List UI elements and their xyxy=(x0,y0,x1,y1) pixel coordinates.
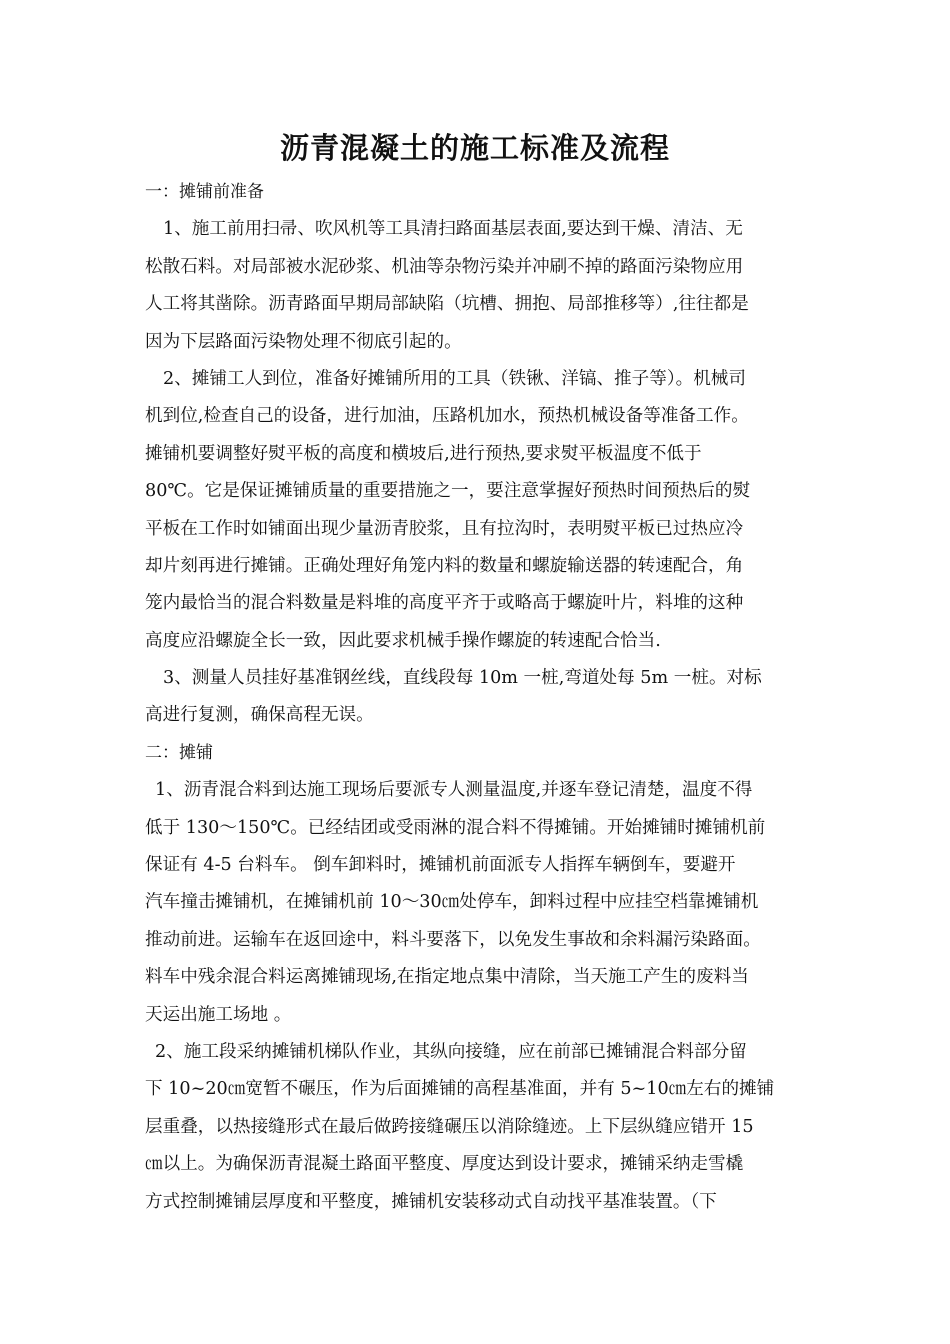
text-line: 平板在工作时如铺面出现少量沥青胶浆，且有拉沟时，表明熨平板已过热应冷 xyxy=(145,518,744,539)
text-line: 天运出施工场地 。 xyxy=(145,1004,292,1025)
text-line: 摊铺机要调整好熨平板的高度和横坡后,进行预热,要求熨平板温度不低于 xyxy=(145,443,702,464)
paragraph xyxy=(145,660,811,735)
text-line: 汽车撞击摊铺机，在摊铺机前 10～30㎝处停车，卸料过程中应挂空档靠摊铺机 xyxy=(145,892,759,913)
text-line: 方式控制摊铺层厚度和平整度，摊铺机安装移动式自动找平基准装置。（下 xyxy=(145,1191,717,1212)
text-line: 低于 130～150℃。已经结团或受雨淋的混合料不得摊铺。开始摊铺时摊铺机前 xyxy=(145,817,766,838)
text-line: 人工将其凿除。沥青路面早期局部缺陷（坑槽、拥抱、局部推移等）,往往都是 xyxy=(145,294,749,315)
text-line: 下 10~20㎝宽暂不碾压，作为后面摊铺的高程基准面，并有 5~10㎝左右的摊铺 xyxy=(145,1079,775,1100)
text-line: ㎝以上。为确保沥青混凝土路面平整度、厚度达到设计要求，摊铺采纳走雪橇 xyxy=(145,1154,744,1175)
paragraph xyxy=(145,1034,811,1221)
text-line: 笼内最恰当的混合料数量是料堆的高度平齐于或略高于螺旋叶片，料堆的这种 xyxy=(145,593,744,614)
document-title: 沥青混凝土的施工标准及流程 xyxy=(279,131,670,165)
text-line: 2、摊铺工人到位，准备好摊铺所用的工具（铁锹、洋镐、推子等）。机械司 xyxy=(163,368,746,389)
section-heading: 二：摊铺 xyxy=(145,742,213,763)
text-line: 3、测量人员挂好基准钢丝线，直线段每 10m 一桩,弯道处每 5m 一桩。对标 xyxy=(163,668,762,689)
text-line: 高进行复测，确保高程无误。 xyxy=(145,705,374,726)
text-line: 料车中残余混合料运离摊铺现场,在指定地点集中清除，当天施工产生的废料当 xyxy=(145,967,749,988)
paragraph xyxy=(145,211,811,361)
section-heading: 一：摊铺前准备 xyxy=(145,182,264,202)
text-line: 机到位,检查自己的设备，进行加油，压路机加水，预热机械设备等准备工作。 xyxy=(145,406,749,427)
text-line: 2、施工段采纳摊铺机梯队作业，其纵向接缝，应在前部已摊铺混合料部分留 xyxy=(155,1041,747,1062)
paragraph xyxy=(145,772,811,1034)
text-line: 因为下层路面污染物处理不彻底引起的。 xyxy=(145,331,462,352)
document-body xyxy=(145,174,811,1221)
text-line: 1、沥青混合料到达施工现场后要派专人测量温度,并逐车登记清楚，温度不得 xyxy=(155,780,753,801)
text-line: 却片刻再进行摊铺。正确处理好角笼内料的数量和螺旋输送器的转速配合，角 xyxy=(145,555,744,576)
paragraph xyxy=(145,361,811,660)
text-line: 松散石料。对局部被水泥砂浆、机油等杂物污染并冲刷不掉的路面污染物应用 xyxy=(145,256,744,277)
text-line: 层重叠，以热接缝形式在最后做跨接缝碾压以消除缝迹。上下层纵缝应错开 15 xyxy=(145,1116,754,1137)
text-line: 高度应沿螺旋全长一致，因此要求机械手操作螺旋的转速配合恰当. xyxy=(145,630,661,651)
text-line: 保证有 4-5 台料车。 倒车卸料时，摊铺机前面派专人指挥车辆倒车，要避开 xyxy=(145,855,736,876)
text-line: 80℃。它是保证摊铺质量的重要措施之一，要注意掌握好预热时间预热后的熨 xyxy=(145,481,751,502)
text-line: 推动前进。运输车在返回途中，料斗要落下，以免发生事故和余料漏污染路面。 xyxy=(145,929,761,950)
text-line: 1、施工前用扫帚、吹风机等工具清扫路面基层表面,要达到干燥、清洁、无 xyxy=(163,219,743,240)
